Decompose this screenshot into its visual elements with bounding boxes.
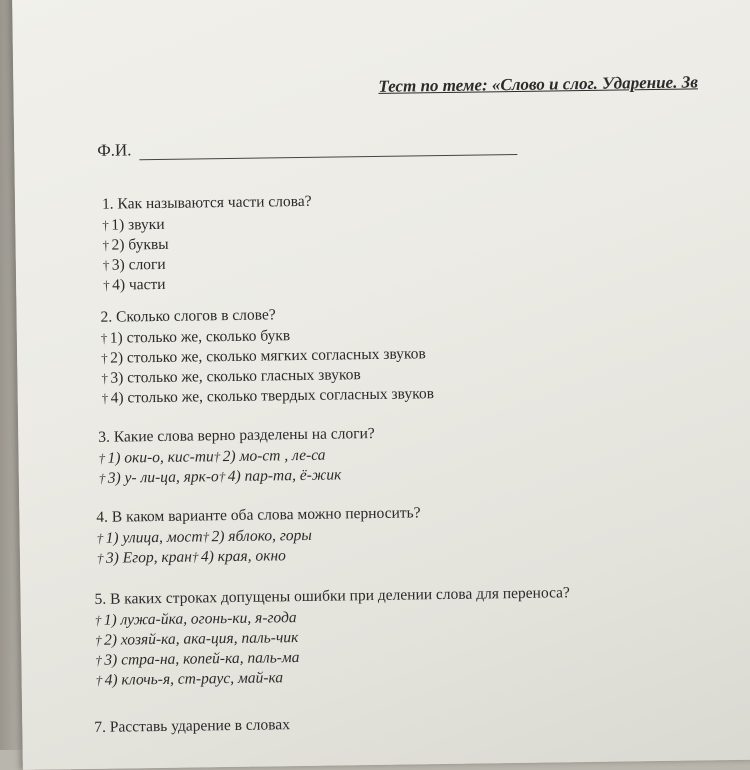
question-text: 3. Какие слова верно разделены на слоги? <box>98 424 375 446</box>
answer-mark-icon: † <box>101 370 109 386</box>
test-title: Тест по теме: «Слово и слог. Ударение. Зв <box>378 72 698 96</box>
answer-option[interactable]: † 2) мо-ст , ле-са <box>214 447 326 466</box>
answer-option[interactable]: † 4) клочь-я, ст-раус, май-ка <box>96 662 736 691</box>
answer-mark-icon: † <box>95 652 102 668</box>
answer-option[interactable]: † 3) стра-на, копей-ка, паль-ма <box>95 642 735 671</box>
answer-option[interactable]: † 4) столько же, сколько твердых согласных звуков <box>102 380 742 409</box>
answer-mark-icon: † <box>98 450 106 466</box>
question-text: 1. Как называются части слова? <box>101 192 312 213</box>
answer-mark-icon: † <box>102 237 110 253</box>
answer-option[interactable]: † 3) столько же, сколько гласных звуков <box>101 360 741 389</box>
answer-option[interactable]: † 4) части <box>103 267 743 296</box>
answer-mark-icon: † <box>202 529 210 545</box>
answer-option[interactable]: † 1) звуки <box>102 207 742 236</box>
answer-mark-icon: † <box>101 390 109 406</box>
answer-option[interactable]: † 3) у- ли-ца, ярк-о <box>99 468 219 487</box>
answer-mark-icon: † <box>102 257 110 273</box>
answer-option[interactable]: † 2) хозяй-ка, ака-ция, паль-чик <box>95 622 735 651</box>
question-5 <box>94 580 735 691</box>
answer-mark-icon: † <box>95 672 103 688</box>
answer-option[interactable]: † 3) слоги <box>103 247 743 276</box>
question-3 <box>98 418 739 489</box>
answer-option[interactable]: † 1) лужа-йка, огонь-ки, я-года <box>95 602 735 631</box>
question-4 <box>96 498 737 569</box>
answer-option[interactable]: † 2) столько же, сколько мягких согласных звуков <box>101 340 741 369</box>
answer-mark-icon: † <box>103 277 110 293</box>
question-7 <box>94 708 734 739</box>
answer-mark-icon: † <box>213 449 221 465</box>
answer-mark-icon: † <box>96 530 104 546</box>
question-text: 4. В каком варианте оба слова можно перносить? <box>96 504 421 526</box>
answer-option[interactable]: † 4) края, окно <box>192 547 286 565</box>
answer-mark-icon: † <box>96 550 104 566</box>
answer-option[interactable]: † 1) улица, мост <box>97 528 203 546</box>
question-2 <box>100 298 741 409</box>
name-field-line <box>139 154 517 160</box>
answer-option[interactable]: † 2) буквы <box>102 227 742 256</box>
name-label: Ф.И. <box>97 140 132 160</box>
answer-option[interactable]: † 4) пар-та, ё-жик <box>219 466 342 485</box>
question-1 <box>102 185 743 296</box>
answer-mark-icon: † <box>191 549 199 565</box>
answer-mark-icon: † <box>94 632 102 648</box>
answer-option[interactable]: † 1) столько же, сколько букв <box>101 320 741 349</box>
test-sheet <box>12 0 750 770</box>
answer-option[interactable]: † 3) Егор, кран <box>97 549 192 567</box>
answer-mark-icon: † <box>98 470 106 486</box>
question-text: 7. Расставь ударение в словах <box>94 716 291 736</box>
answer-mark-icon: † <box>100 330 108 346</box>
answer-option[interactable]: † 1) оки-о, кис-ти <box>98 448 213 467</box>
answer-mark-icon: † <box>218 469 226 485</box>
question-text: 5. В каких строках допущены ошибки при делении слова для переноса? <box>94 584 571 608</box>
answer-mark-icon: † <box>102 217 109 233</box>
answer-option[interactable]: † 2) яблоко, горы <box>202 527 312 546</box>
question-text: 2. Сколько слогов в слове? <box>100 306 276 326</box>
answer-mark-icon: † <box>101 350 108 366</box>
answer-mark-icon: † <box>94 612 102 628</box>
